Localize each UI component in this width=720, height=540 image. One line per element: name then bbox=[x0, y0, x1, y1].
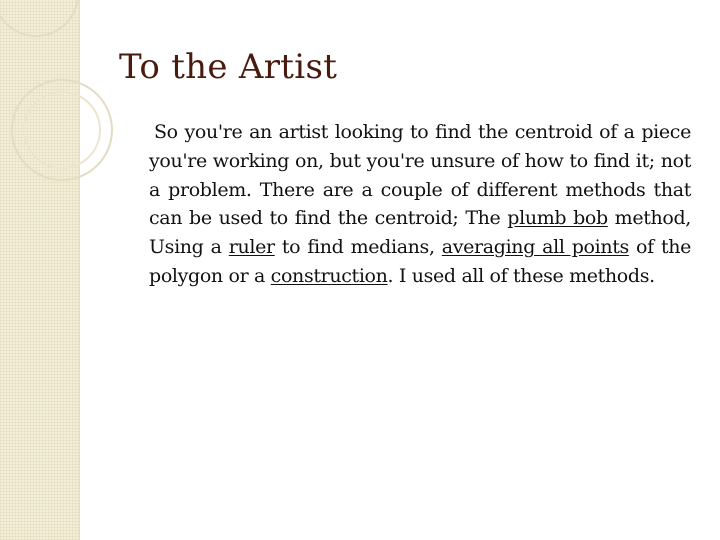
plumb-bob-link[interactable]: plumb bob bbox=[507, 207, 608, 230]
body-segment: method, Using a bbox=[149, 207, 691, 259]
averaging-points-link[interactable]: averaging all points bbox=[441, 236, 629, 259]
inner-ring bbox=[24, 92, 100, 168]
slide-title: To the Artist bbox=[119, 47, 338, 87]
body-segment: So you're an artist looking to find the centroid of a piece you're working on, but you're unsure of how to find it; not a problem. There are a couple of different methods that can be used to find the centroid; The bbox=[149, 121, 691, 230]
body-segment: of the polygon or a bbox=[149, 236, 692, 287]
middle-ring bbox=[12, 80, 112, 180]
construction-link[interactable]: construction bbox=[270, 264, 388, 287]
body-segment: . I used all of these methods. bbox=[387, 264, 655, 287]
outer-ring bbox=[0, 0, 78, 36]
ruler-link[interactable]: ruler bbox=[228, 236, 275, 259]
body-paragraph bbox=[149, 118, 691, 291]
body-segment: to find medians, bbox=[274, 236, 442, 259]
